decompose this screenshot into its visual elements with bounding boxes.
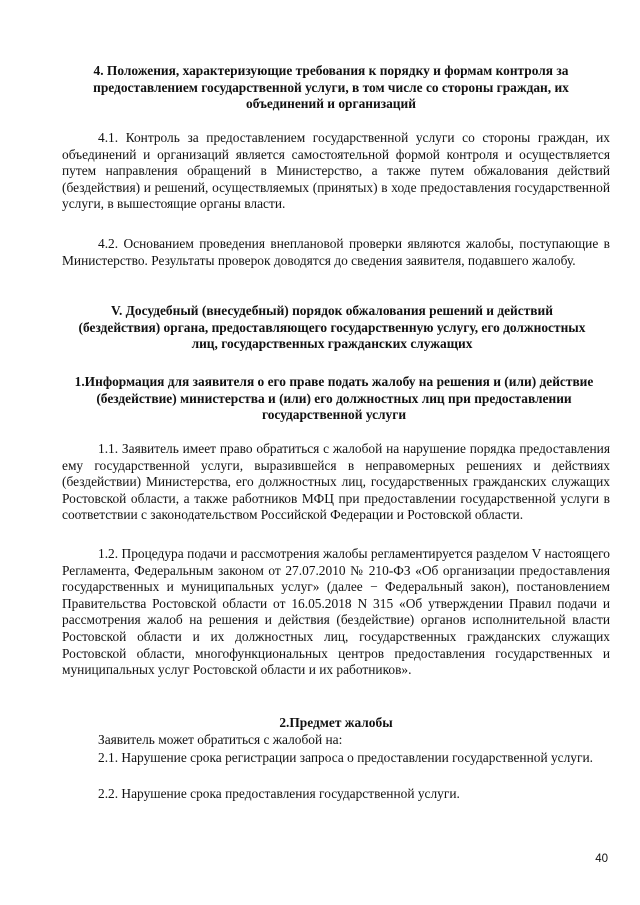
subsection-1-heading: 1.Информация для заявителя о его праве подать жалобу на решения и (или) действие (бездействие) министерства и (или) его должностных лиц при предоставлении государственной услуги (74, 374, 594, 422)
paragraph-2-2: 2.2. Нарушение срока предоставления государственной услуги. (98, 786, 460, 801)
paragraph-4-1: 4.1. Контроль за предоставлением государственной услуги со стороны граждан, их объединений и организаций является самостоятельной формой контроля и осуществляется путем направления обращений в Министерство, а также путем обжалования действий (бездействия) и решений, осуществляемых (принятых) в ходе предоставления государственной услуги, в вышестоящие органы власти. (62, 130, 610, 212)
page-number: 40 (595, 853, 608, 865)
paragraph-2-1: 2.1. Нарушение срока регистрации запроса о предоставлении государственной услуги. (98, 750, 593, 765)
section-5-heading: V. Досудебный (внесудебный) порядок обжалования решений и действий (бездействия) органа, предоставляющего государственную услугу, его должностных лиц, государственных гражданских служащих (78, 303, 586, 351)
section-4-heading: 4. Положения, характеризующие требования к порядку и формам контроля за предоставлением государственной услуги, в том числе со стороны граждан, их объединений и организаций (93, 63, 569, 111)
subsection-2-intro: Заявитель может обратиться с жалобой на: (98, 732, 343, 747)
paragraph-4-2: 4.2. Основанием проведения внеплановой проверки являются жалобы, поступающие в Министерство. Результаты проверок доводятся до сведения заявителя, подавшего жалобу. (62, 236, 610, 268)
paragraph-1-2: 1.2. Процедура подачи и рассмотрения жалобы регламентируется разделом V настоящего Регламента, Федеральным законом от 27.07.2010 № 210-ФЗ «Об организации предоставления государственных и муниципальных услуг» (далее − Федеральный закон), постановлением Правительства Ростовской области от 16.05.2018 N 315 «Об утверждении Правил подачи и рассмотрения жалоб на решения и действия (бездействие) органов исполнительной власти Ростовской области и их должностных лиц, государственных гражданских служащих Ростовской области, многофункциональных центров предоставления государственных и муниципальных услуг Ростовской области и их работников». (62, 546, 610, 678)
paragraph-1-1: 1.1. Заявитель имеет право обратиться с жалобой на нарушение порядка предоставления ему государственной услуги, выразившейся в неправомерных решениях и действиях (бездействии) Министерства, его должностных лиц, государственных гражданских служащих Ростовской области, а также работников МФЦ при предоставлении государственной услуги в соответствии с законодательством Российской Федерации и Ростовской области. (62, 441, 610, 523)
subsection-2-heading: 2.Предмет жалобы (279, 715, 393, 730)
